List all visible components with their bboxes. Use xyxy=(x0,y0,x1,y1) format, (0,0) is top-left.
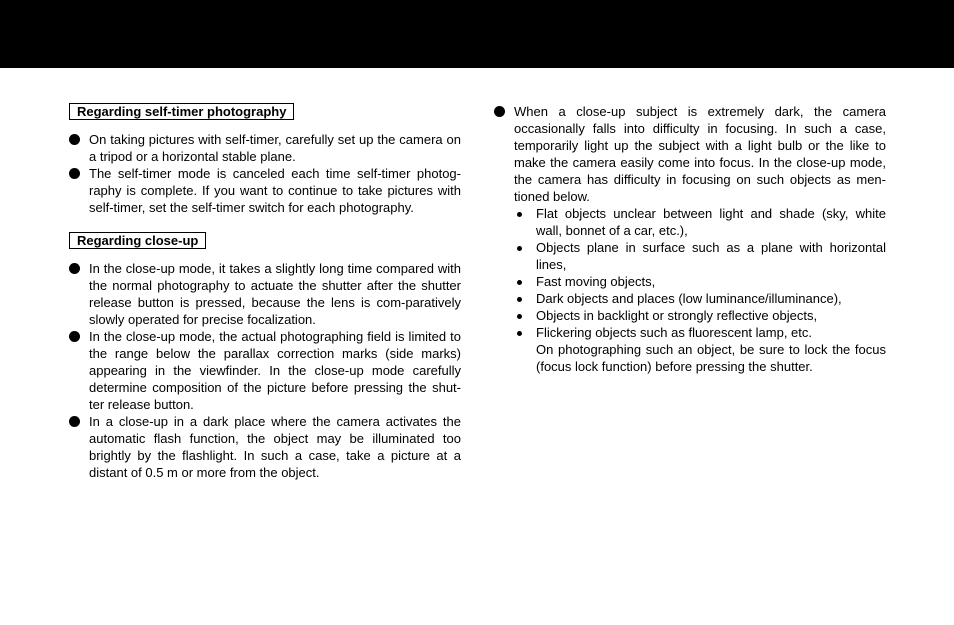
bullet-icon xyxy=(69,331,80,342)
list-item: Objects in backlight or strongly reflective objects, xyxy=(514,307,886,324)
close-up-list xyxy=(69,260,461,481)
header-bar xyxy=(0,0,954,68)
list-item xyxy=(494,103,886,375)
list-item: Fast moving objects, xyxy=(514,273,886,290)
small-bullet-icon xyxy=(517,246,522,251)
dark-subject-intro: When a close-up subject is extremely dark, the camera occasionally falls into difficulty in focusing. In such a case, temporarily light up the subject with a light bulb or the like to make the camera easily come into focus. In the close-up mode, the camera has difficulty in focusing on such objects as men-tioned below. xyxy=(514,104,886,204)
list-item: The self-timer mode is canceled each time self-timer photog-raphy is complete. If you want to continue to take pictures with self-timer, set the self-timer switch for each photography. xyxy=(69,165,461,216)
list-item: Dark objects and places (low luminance/illuminance), xyxy=(514,290,886,307)
list-item: In the close-up mode, it takes a slightly long time compared with the normal photography to actuate the shutter after the shutter release button is pressed, because the lens is com-paratively slowly operated for precise focalization. xyxy=(69,260,461,328)
bullet-icon xyxy=(494,106,505,117)
difficult-objects-list xyxy=(514,205,886,341)
self-timer-list xyxy=(69,131,461,216)
small-bullet-icon xyxy=(517,314,522,319)
small-bullet-icon xyxy=(517,280,522,285)
left-column xyxy=(69,103,461,481)
list-item: On taking pictures with self-timer, carefully set up the camera on a tripod or a horizontal stable plane. xyxy=(69,131,461,165)
close-up-heading: Regarding close-up xyxy=(69,232,206,249)
bullet-icon xyxy=(69,168,80,179)
list-item: Flat objects unclear between light and shade (sky, white wall, bonnet of a car, etc.), xyxy=(514,205,886,239)
small-bullet-icon xyxy=(517,297,522,302)
small-bullet-icon xyxy=(517,331,522,336)
list-item: In the close-up mode, the actual photographing field is limited to the range below the parallax correction marks (side marks) appearing in the viewfinder. In the close-up mode carefully determine composition of the picture before pressing the shut-ter release button. xyxy=(69,328,461,413)
dark-subject-list xyxy=(494,103,886,375)
self-timer-heading: Regarding self-timer photography xyxy=(69,103,294,120)
list-item: In a close-up in a dark place where the camera activates the automatic flash function, the object may be illuminated too brightly by the flashlight. In such a case, take a picture at a distant of 0.5 m or more from the object. xyxy=(69,413,461,481)
bullet-icon xyxy=(69,134,80,145)
list-item: Objects plane in surface such as a plane with horizontal lines, xyxy=(514,239,886,273)
bullet-icon xyxy=(69,263,80,274)
right-column xyxy=(494,103,886,375)
small-bullet-icon xyxy=(517,212,522,217)
bullet-icon xyxy=(69,416,80,427)
focus-lock-note: On photographing such an object, be sure to lock the focus (focus lock function) before pressing the shutter. xyxy=(536,342,886,374)
list-item: Flickering objects such as fluorescent lamp, etc. xyxy=(514,324,886,341)
